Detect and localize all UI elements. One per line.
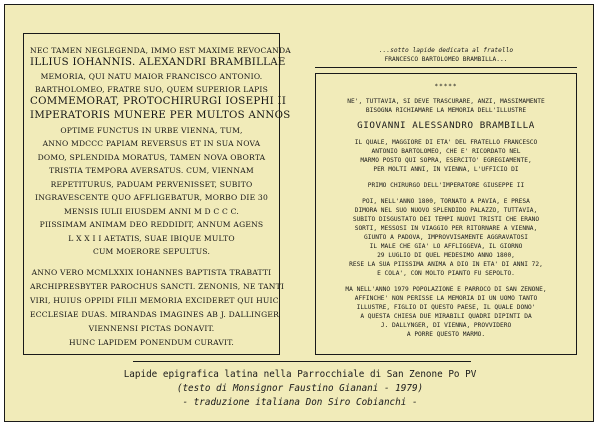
translation-line: J. DALLYNGER, DI VIENNA, PROVVIDERO xyxy=(380,322,512,329)
latin-line: MEMORIA, QUI NATU MAIOR FRANCISCO ANTONIO. xyxy=(40,72,263,81)
latin-line: BARTHOLOMEO, FRATRE SUO, QUEM SUPERIOR LAPIS xyxy=(34,85,269,94)
divider xyxy=(315,67,577,68)
latin-line: DOMO, SPLENDIDA MORATUS, TAMEN NOVA OBORTA xyxy=(37,153,266,162)
latin-line: ECCLESIAE DUAS. MIRANDAS IMAGINES AB J. DALLINGER xyxy=(30,310,280,319)
translation-intro: FRANCESCO BARTOLOMEO BRAMBILLA... xyxy=(384,56,508,63)
translation-line: DIMORA NEL SUO NUOVO SPLENDIDO PALAZZO, TUTTAVIA, xyxy=(354,207,538,214)
latin-line: HUNC LAPIDEM PONENDUM CURAVIT. xyxy=(68,338,235,347)
latin-line: VIENNENSI PICTAS DONAVIT. xyxy=(88,324,215,333)
translation-line: MA NELL'ANNO 1979 POPOLAZIONE E PARROCO DI SAN ZENONE, xyxy=(345,286,547,293)
translation-intro: ...sotto lapide dedicata al fratello xyxy=(378,47,514,54)
latin-line: INGRAVESCENTE QUO AFFLIGEBATUR, MORBO DIE 30 xyxy=(35,193,268,202)
latin-line: ANNO MDCCC PAPIAM REVERSUS ET IN SUA NOVA xyxy=(42,139,261,148)
translation-line: SUBITO DISGUSTATO DEI TEMPI NUOVI TRISTI CHE ERANO xyxy=(352,216,540,223)
translation-line: A QUESTA CHIESA DUE MIRABILI QUADRI DIPINTI DA xyxy=(360,313,532,320)
translation-line: GIUNTO A PADOVA, IMPROVVISAMENTE AGGRAVATOSI xyxy=(364,234,528,241)
translation-line: POI, NELL'ANNO 1800, TORNATO A PAVIA, E PRESA xyxy=(362,198,530,205)
translation-line: NE', TUTTAVIA, SI DEVE TRASCURARE, ANZI, MASSIMAMENTE xyxy=(347,98,545,105)
translation-panel xyxy=(315,73,577,355)
translation-line: E COLA', CON MOLTO PIANTO FU SEPOLTO. xyxy=(377,270,515,277)
caption-author: (testo di Monsignor Faustino Gianani - 1979) xyxy=(176,383,424,394)
translation-line: MARMO POSTO QUI SOPRA, ESERCITO' EGREGIAMENTE, xyxy=(360,157,532,164)
translation-line: RESE LA SUA PIISSIMA ANIMA A DIO IN ETA' DI ANNI 72, xyxy=(349,261,543,268)
latin-line: ILLIUS IOHANNIS. ALEXANDRI BRAMBILLAE xyxy=(30,57,286,68)
latin-line: PIISSIMAM ANIMAM DEO REDDIDIT, ANNUM AGENS xyxy=(39,220,264,229)
translation-line: PER MOLTI ANNI, IN VIENNA, L'UFFICIO DI xyxy=(373,166,519,173)
document-sheet xyxy=(4,4,594,422)
person-name: GIOVANNI ALESSANDRO BRAMBILLA xyxy=(357,120,535,131)
latin-line: MENSIS IULII EIUSDEM ANNI M D C C C. xyxy=(63,207,240,216)
latin-inscription-panel xyxy=(23,33,291,355)
translation-line: ILLUSTRE, FIGLIO DI QUESTO PAESE, IL QUALE DONO' xyxy=(356,304,536,311)
translation-line: AFFINCHE' NON PERISSE LA MEMORIA DI UN UOMO TANTO xyxy=(354,295,538,302)
translation-line: PRIMO CHIRURGO DELL'IMPERATORE GIUSEPPE II xyxy=(367,182,525,189)
latin-line: NEC TAMEN NEGLEGENDA, IMMO EST MAXIME REVOCANDA xyxy=(30,46,291,55)
latin-line: ARCHIPRESBYTER PAROCHUS SANCTI. ZENONIS, NE TANTI xyxy=(30,282,285,291)
latin-line: ANNO VERO MCMLXXIX IOHANNES BAPTISTA TRABATTI xyxy=(31,268,272,277)
caption-translator: - traduzione italiana Don Siro Cobianchi - xyxy=(182,397,418,408)
caption-title: Lapide epigrafica latina nella Parrocchiale di San Zenone Po PV xyxy=(123,369,477,380)
translation-line: IL MALE CHE GIA' LO AFFLIGGEVA, IL GIORNO xyxy=(369,243,523,250)
caption-divider xyxy=(133,361,471,362)
translation-line: SORTI, MESSOSI IN VIAGGIO PER RITORNARE A VIENNA, xyxy=(354,225,538,232)
latin-line: OPTIME FUNCTUS IN URBE VIENNA, TUM, xyxy=(60,126,243,135)
latin-line: TRISTIA TEMPORA AVERSATUS. CUM, VIENNAM xyxy=(49,166,254,175)
latin-line: VIRI, HUIUS OPPIDI FILII MEMORIA EXCIDERET QUI HUIC xyxy=(30,296,279,305)
latin-line: IMPERATORIS MUNERE PER MULTOS ANNOS xyxy=(30,110,291,121)
translation-line: ANTONIO BARTOLOMEO, CHE E' RICORDATO NEL xyxy=(371,148,521,155)
translation-line: A PORRE QUESTO MARMO. xyxy=(406,331,486,338)
latin-line: REPETITURUS, PADUAM PERVENISSET, SUBITO xyxy=(50,180,253,189)
stars-ornament: ***** xyxy=(434,83,458,90)
latin-line: COMMEMORAT, PROTOCHIRURGI IOSEPHI II xyxy=(30,96,287,107)
latin-line: L X X I I AETATIS, SUAE IBIQUE MULTO xyxy=(68,234,235,243)
translation-line: 29 LUGLIO DI QUEL MEDESIMO ANNO 1800, xyxy=(377,252,515,259)
translation-line: IL QUALE, MAGGIORE DI ETA' DEL FRATELLO FRANCESCO xyxy=(354,139,538,146)
translation-line: BISOGNA RICHIAMARE LA MEMORIA DELL'ILLUSTRE xyxy=(365,107,527,114)
latin-line: CUM MOERORE SEPULTUS. xyxy=(92,247,211,256)
